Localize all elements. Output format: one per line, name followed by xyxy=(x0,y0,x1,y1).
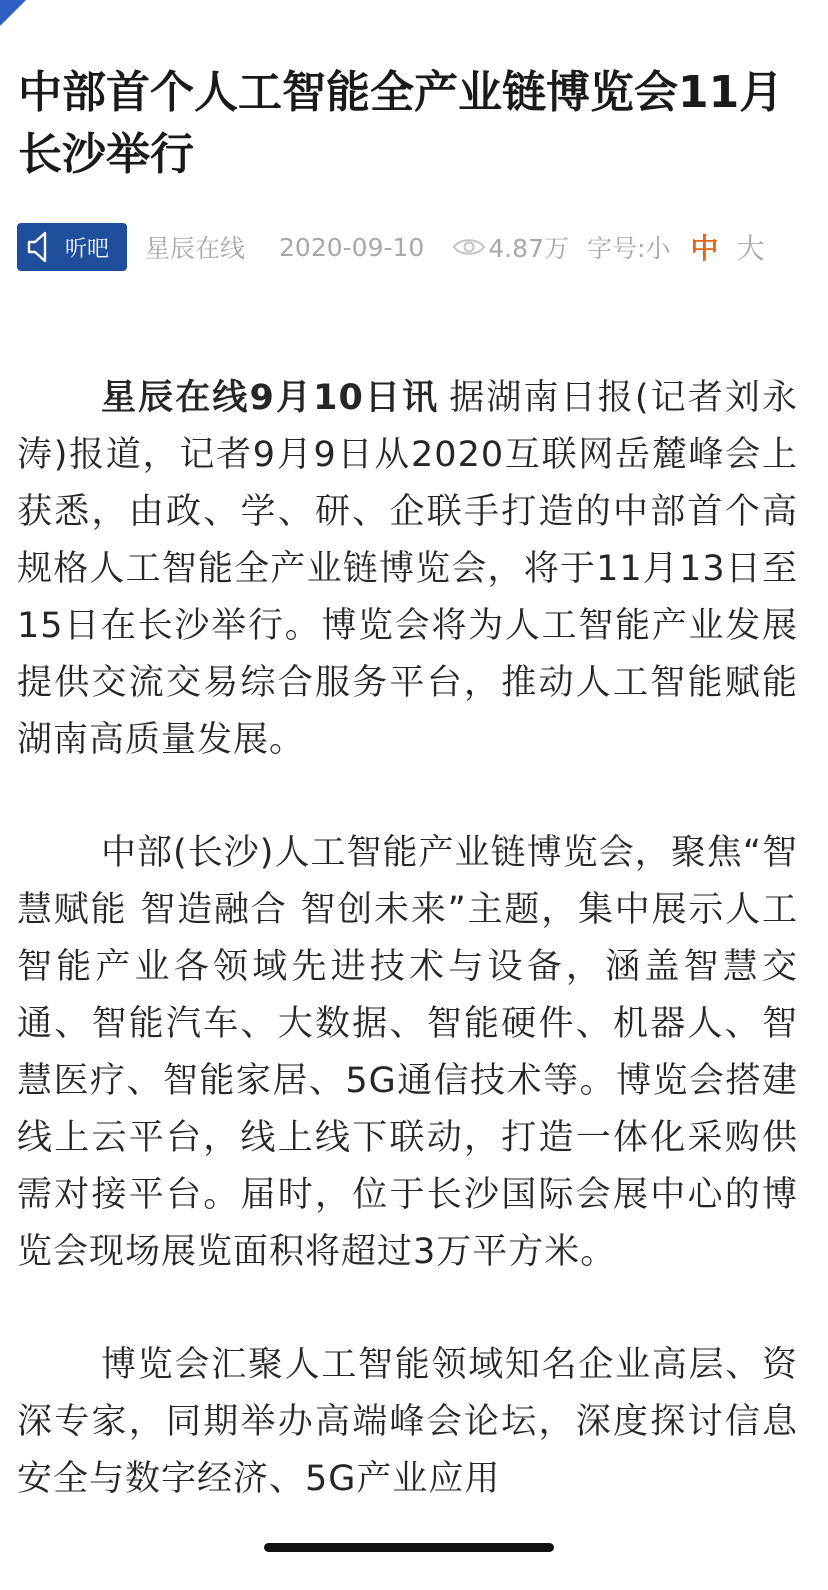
corner-accent xyxy=(0,0,26,26)
listen-label: 听吧 xyxy=(65,236,110,262)
font-size-small-option[interactable]: 小 xyxy=(645,234,671,263)
article-paragraph xyxy=(17,1337,798,1508)
eye-icon xyxy=(452,236,486,258)
dateline: 星辰在线9月10日讯 xyxy=(101,378,440,418)
home-indicator[interactable] xyxy=(264,1543,554,1552)
article-title: 中部首个人工智能全产业链博览会11月长沙举行 xyxy=(18,67,784,180)
article-date: 2020-09-10 xyxy=(279,232,425,262)
font-size-medium-option[interactable]: 中 xyxy=(690,232,719,265)
article-paragraph xyxy=(17,370,798,769)
article-body xyxy=(17,370,798,1564)
article-meta-bar xyxy=(17,222,828,272)
paragraph-text: 据湖南日报(记者刘永涛)报道，记者9月9日从2020互联网岳麓峰会上获悉，由政、学、研、企联手打造的中部首个高规格人工智能全产业链博览会，将于11月13日至15日在长沙举行。博览会将为人工智能产业发展提供交流交易综合服务平台，推动人工智能赋能湖南高质量发展。 xyxy=(17,378,798,760)
article-source: 星辰在线 xyxy=(145,234,246,263)
listen-button[interactable] xyxy=(17,223,127,271)
speaker-icon xyxy=(27,230,53,264)
article-paragraph xyxy=(17,825,798,1281)
view-count: 4.87万 xyxy=(488,234,569,263)
paragraph-text: 博览会汇聚人工智能领域知名企业高层、资深专家，同期举办高端峰会论坛，深度探讨信息安全与数字经济、5G产业应用 xyxy=(17,1345,798,1499)
font-size-label: 字号: xyxy=(586,234,646,263)
paragraph-text: 中部(长沙)人工智能产业链博览会，聚焦“智慧赋能 智造融合 智创未来”主题，集中展示人工智能产业各领域先进技术与设备，涵盖智慧交通、智能汽车、大数据、智能硬件、机器人、智慧医疗、智能家居、5G通信技术等。博览会搭建线上云平台，线上线下联动，打造一体化采购供需对接平台。届时，位于长沙国际会展中心的博览会现场展览面积将超过3万平方米。 xyxy=(17,833,798,1272)
font-size-large-option[interactable]: 大 xyxy=(736,232,765,265)
